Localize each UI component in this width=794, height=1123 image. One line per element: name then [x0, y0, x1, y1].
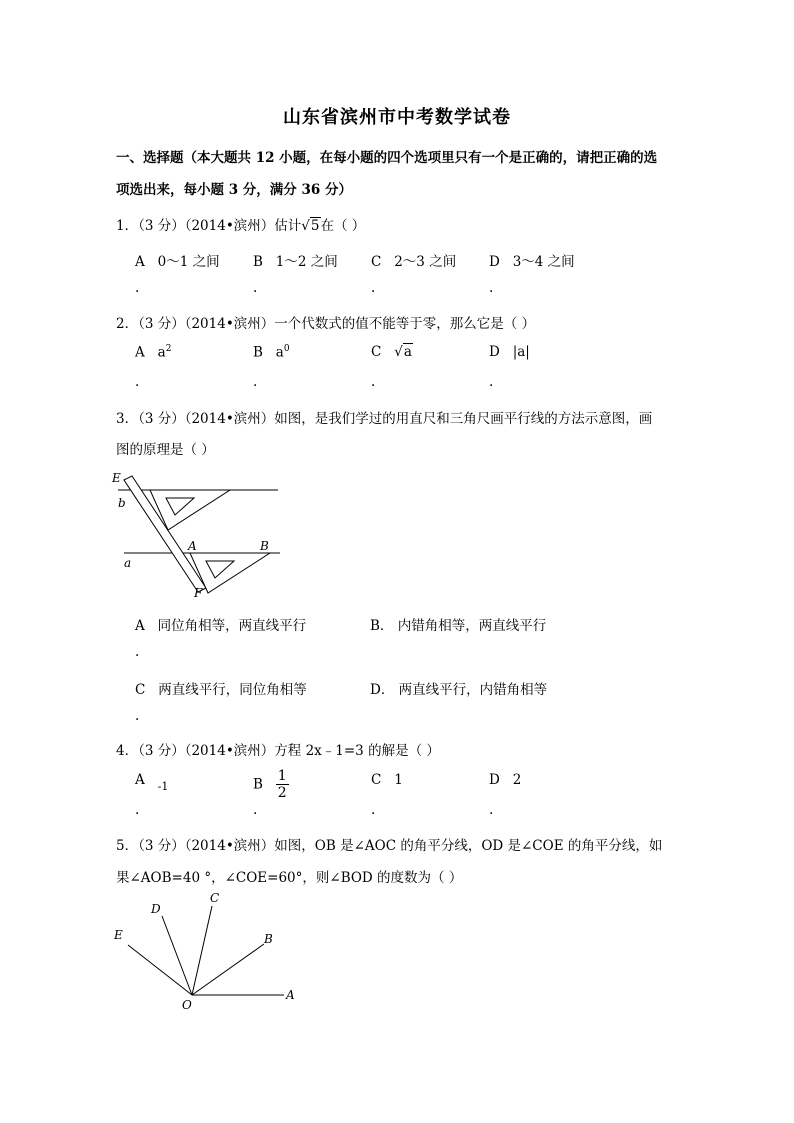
option-dot: .	[371, 802, 376, 818]
question-1-stem	[116, 214, 365, 234]
label-f: F	[194, 586, 203, 598]
option-dot: .	[253, 374, 258, 390]
option-dot: .	[371, 280, 376, 296]
option-dot: .	[489, 802, 494, 818]
label-o: O	[182, 998, 192, 1012]
option-dot: .	[371, 374, 376, 390]
sqrt-symbol: √a	[394, 344, 412, 360]
q1-option-a[interactable]: A 0～1 之间	[135, 254, 220, 270]
section-heading-line1: 一、选择题（本大题共 12 小题，在每小题的四个选项里只有一个是正确的，请把正确的选	[116, 150, 658, 166]
label-e: E	[112, 471, 121, 485]
option-dot: .	[135, 374, 140, 390]
option-dot: .	[135, 280, 140, 296]
fraction: $\frac{1}{2}$	[277, 768, 287, 801]
q1-option-b[interactable]: B 1～2 之间	[253, 254, 338, 270]
q4-option-b[interactable]: B $\frac{1}{2}$	[253, 768, 287, 801]
q2-option-c[interactable]: C √a	[371, 344, 412, 360]
question-2-stem: 2．（3 分）（2014•滨州）一个代数式的值不能等于零，那么它是（ ）	[116, 316, 536, 332]
q1-option-d[interactable]: D 3～4 之间	[489, 254, 575, 270]
ruler-triangle-figure	[110, 468, 290, 598]
q4-option-d[interactable]: D 2	[489, 772, 522, 788]
question-3-stem-line1: 3．（3 分）（2014•滨州）如图，是我们学过的用直尺和三角尺画平行线的方法示意图，画	[116, 411, 653, 427]
label-d: D	[151, 902, 161, 916]
q3-option-d[interactable]: D． 两直线平行，内错角相等	[370, 682, 548, 698]
label-a: A	[286, 988, 295, 1002]
option-dot: .	[135, 802, 140, 818]
label-b: B	[264, 932, 273, 946]
label-b-point: B	[260, 539, 269, 553]
q1-option-c[interactable]: C 2～3 之间	[371, 254, 457, 270]
option-dot: .	[135, 644, 140, 660]
q2-option-d[interactable]: D |a|	[489, 344, 530, 360]
angle-figure	[108, 888, 308, 1016]
q4-option-a[interactable]: A $_{-1}$	[135, 772, 169, 793]
label-a-line: a	[124, 556, 132, 570]
sqrt-symbol: √5	[301, 218, 320, 234]
option-dot: .	[135, 708, 140, 724]
label-c: C	[210, 891, 220, 905]
label-a-point: A	[188, 539, 197, 553]
option-dot: .	[253, 802, 258, 818]
question-4-stem: 4．（3 分）（2014•滨州）方程 2x﹣1=3 的解是（ ）	[116, 743, 440, 759]
label-e: E	[114, 928, 123, 942]
option-dot: .	[489, 374, 494, 390]
option-dot: .	[253, 280, 258, 296]
question-5-stem-line1: 5．（3 分）（2014•滨州）如图，OB 是∠AOC 的角平分线，OD 是∠COE 的角平分线，如	[116, 838, 663, 854]
q3-option-c[interactable]: C 两直线平行，同位角相等	[135, 682, 307, 698]
option-dot: .	[489, 280, 494, 296]
question-1-stem-end: 在（ ）	[320, 218, 366, 234]
q3-option-a[interactable]: A 同位角相等，两直线平行	[135, 618, 307, 634]
question-3-stem-line2: 图的原理是（ ）	[116, 442, 215, 458]
question-5-stem-line2: 果∠AOB=40 °，∠COE=60°，则∠BOD 的度数为（ ）	[116, 870, 463, 886]
section-heading-line2: 项选出来，每小题 3 分，满分 36 分）	[116, 182, 352, 198]
label-b: b	[118, 496, 126, 510]
q2-option-b[interactable]: B $a^0$	[253, 344, 290, 361]
q4-option-c[interactable]: C 1	[371, 772, 403, 788]
q3-option-b[interactable]: B． 内错角相等，两直线平行	[370, 618, 547, 634]
radicand: 5	[310, 218, 320, 234]
q2-option-a[interactable]: A $a^2$	[135, 344, 172, 361]
question-1-stem-text: 1．（3 分）（2014•滨州）估计	[116, 218, 302, 234]
page-title: 山东省滨州市中考数学试卷	[283, 107, 511, 128]
